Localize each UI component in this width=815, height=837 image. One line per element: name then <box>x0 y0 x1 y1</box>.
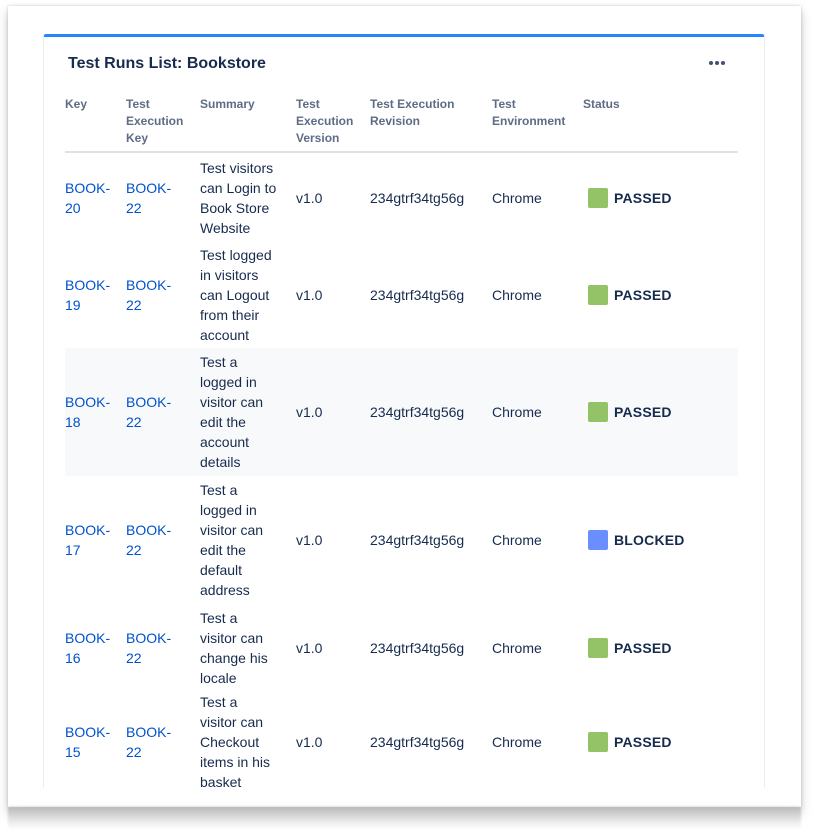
execution-key-link[interactable]: BOOK- 22 <box>126 630 172 666</box>
more-icon <box>709 61 713 65</box>
version-cell: v1.0 <box>296 404 323 420</box>
execution-key-link[interactable]: BOOK- 22 <box>126 180 172 216</box>
status-color-swatch <box>588 638 608 658</box>
column-header-environment[interactable]: Test Environment <box>492 97 566 128</box>
status-color-swatch <box>588 402 608 422</box>
status-label: PASSED <box>614 287 672 303</box>
status-badge <box>588 285 672 305</box>
gadget-title: Test Runs List: Bookstore <box>68 55 266 72</box>
execution-key-link[interactable]: BOOK- 22 <box>126 724 172 760</box>
gadget-accent-bar <box>44 34 764 37</box>
status-label: BLOCKED <box>614 532 685 548</box>
revision-cell: 234gtrf34tg56g <box>370 404 465 420</box>
column-header-status[interactable]: Status <box>583 97 620 111</box>
issue-key-link[interactable]: BOOK- 16 <box>65 630 111 666</box>
summary-cell: Test a logged in visitor can edit the account details <box>200 354 264 470</box>
summary-cell: Test a logged in visitor can edit the default address <box>200 482 264 598</box>
column-header-revision[interactable]: Test Execution Revision <box>370 97 455 128</box>
environment-cell: Chrome <box>492 404 542 420</box>
status-label: PASSED <box>614 640 672 656</box>
revision-cell: 234gtrf34tg56g <box>370 734 465 750</box>
revision-cell: 234gtrf34tg56g <box>370 287 465 303</box>
table-row <box>65 154 738 242</box>
issue-key-link[interactable]: BOOK- 17 <box>65 522 111 558</box>
more-icon <box>715 61 719 65</box>
status-badge <box>588 188 672 208</box>
column-header-summary[interactable]: Summary <box>200 97 255 111</box>
table-row <box>65 348 738 476</box>
status-badge <box>588 530 685 550</box>
execution-key-link[interactable]: BOOK- 22 <box>126 394 172 430</box>
table-row <box>65 242 738 348</box>
summary-cell: Test visitors can Login to Book Store Website <box>200 160 277 236</box>
environment-cell: Chrome <box>492 190 542 206</box>
revision-cell: 234gtrf34tg56g <box>370 532 465 548</box>
issue-key-link[interactable]: BOOK- 15 <box>65 724 111 760</box>
environment-cell: Chrome <box>492 640 542 656</box>
summary-cell: Test a visitor can change his locale <box>200 610 268 686</box>
version-cell: v1.0 <box>296 190 323 206</box>
summary-cell: Test logged in visitors can Logout from their account <box>200 247 272 343</box>
status-label: PASSED <box>614 190 672 206</box>
table-row <box>65 692 738 788</box>
status-badge <box>588 402 672 422</box>
version-cell: v1.0 <box>296 287 323 303</box>
status-color-swatch <box>588 530 608 550</box>
status-label: PASSED <box>614 404 672 420</box>
issue-key-link[interactable]: BOOK- 19 <box>65 277 111 313</box>
status-badge <box>588 732 672 752</box>
environment-cell: Chrome <box>492 287 542 303</box>
status-badge <box>588 638 672 658</box>
execution-key-link[interactable]: BOOK- 22 <box>126 277 172 313</box>
column-header-key[interactable]: Key <box>65 97 88 111</box>
test-runs-gadget <box>43 34 765 788</box>
version-cell: v1.0 <box>296 532 323 548</box>
issue-key-link[interactable]: BOOK- 20 <box>65 180 111 216</box>
column-header-version[interactable]: Test Execution Version <box>296 97 354 145</box>
more-options-button[interactable] <box>706 54 728 72</box>
table-row <box>65 476 738 604</box>
table-row <box>65 604 738 692</box>
revision-cell: 234gtrf34tg56g <box>370 640 465 656</box>
issue-key-link[interactable]: BOOK- 18 <box>65 394 111 430</box>
table-header <box>65 94 738 153</box>
environment-cell: Chrome <box>492 734 542 750</box>
summary-cell: Test a visitor can Checkout items in his basket <box>200 694 271 788</box>
version-cell: v1.0 <box>296 734 323 750</box>
version-cell: v1.0 <box>296 640 323 656</box>
status-label: PASSED <box>614 734 672 750</box>
status-color-swatch <box>588 285 608 305</box>
environment-cell: Chrome <box>492 532 542 548</box>
execution-key-link[interactable]: BOOK- 22 <box>126 522 172 558</box>
revision-cell: 234gtrf34tg56g <box>370 190 465 206</box>
column-header-exec-key[interactable]: Test Execution Key <box>126 97 184 145</box>
page-shadow <box>8 807 801 829</box>
more-icon <box>721 61 725 65</box>
status-color-swatch <box>588 188 608 208</box>
status-color-swatch <box>588 732 608 752</box>
